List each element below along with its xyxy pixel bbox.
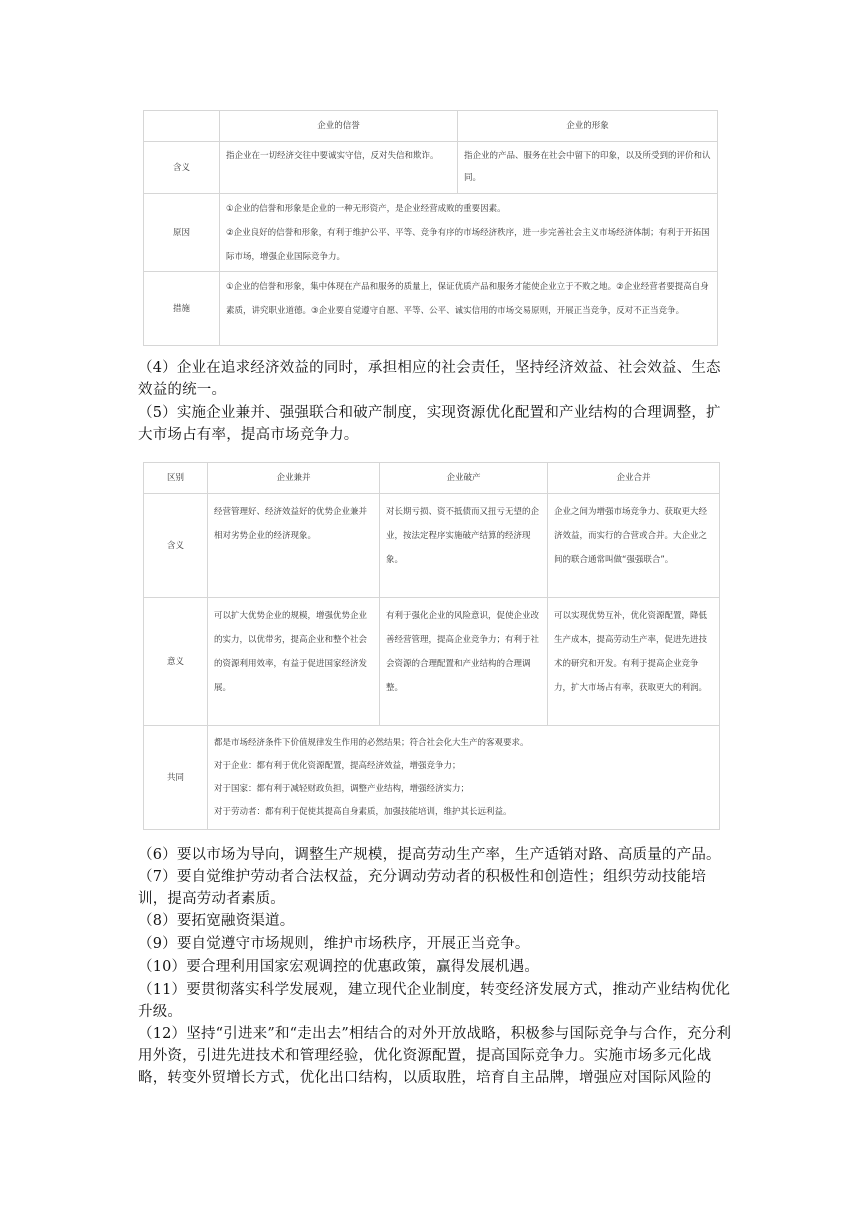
table-row xyxy=(144,494,720,598)
cell-line: 对于劳动者：都有利于促使其提高自身素质，加强技能培训，维护其长远利益。 xyxy=(214,807,512,817)
header-cell: 企业破产 xyxy=(380,463,548,494)
header-cell xyxy=(144,111,220,142)
table-cell: 对长期亏损、资不抵债而又扭亏无望的企业，按法定程序实施破产结算的经济现象。 xyxy=(380,494,548,598)
table-cell: 经营管理好、经济效益好的优势企业兼并相对劣势企业的经济现象。 xyxy=(208,494,380,598)
cell-line: ②企业良好的信誉和形象，有利于维护公平、平等、竞争有序的市场经济秩序，进一步完善社会主义市场经济体制；有利于开拓国际市场，增强企业国际竞争力。 xyxy=(226,228,710,262)
paragraph: （9）要自觉遵守市场规则，维护市场秩序，开展正当竞争。 xyxy=(138,936,530,952)
table-row xyxy=(144,726,720,830)
table-cell: 可以实现优势互补，优化资源配置，降低生产成本，提高劳动生产率，促进先进技术的研究和开发。有利于提高企业竞争力，扩大市场占有率，获取更大的利润。 xyxy=(548,598,720,726)
table-cell: 可以扩大优势企业的规模，增强优势企业的实力，以优带劣，提高企业和整个社会的资源利用效率，有益于促进国家经济发展。 xyxy=(208,598,380,726)
table-row xyxy=(144,272,718,346)
table-cell: 有利于强化企业的风险意识，促使企业改善经营管理，提高企业竞争力；有利于社会资源的合理配置和产业结构的合理调整。 xyxy=(380,598,548,726)
paragraph: （7）要自觉维护劳动者合法权益，充分调动劳动者的积极性和创造性；组织劳动技能培训，提高劳动者素质。 xyxy=(138,869,707,907)
table-cell xyxy=(220,194,718,272)
table-header-row xyxy=(144,463,720,494)
cell-line: 对于国家：都有利于减轻财政负担，调整产业结构，增强经济实力； xyxy=(214,784,470,794)
paragraph: （4）企业在追求经济效益的同时，承担相应的社会责任，坚持经济效益、社会效益、生态效益的统一。 xyxy=(138,360,721,398)
table-header-row xyxy=(144,111,718,142)
credit-image-table xyxy=(143,110,718,346)
table-cell xyxy=(208,726,720,830)
merger-bankruptcy-table xyxy=(143,462,720,830)
paragraph: （8）要拓宽融资渠道。 xyxy=(138,913,295,929)
row-label: 含义 xyxy=(144,494,208,598)
table-cell: 指企业在一切经济交往中要诚实守信，反对失信和欺诈。 xyxy=(220,142,458,194)
header-cell: 企业的信誉 xyxy=(220,111,458,142)
paragraph: （12）坚持“引进来”和“走出去”相结合的对外开放战略，积极参与国际竞争与合作，充分利用外资，引进先进技术和管理经验，优化资源配置，提高国际竞争力。实施市场多元化战略，转变外贸增长方式，优化出口结构，以质取胜，培育自主品牌，增强应对国际风险的 xyxy=(138,1026,732,1086)
table-row xyxy=(144,598,720,726)
header-cell: 区别 xyxy=(144,463,208,494)
paragraph: （6）要以市场为导向，调整生产规模，提高劳动生产率，生产适销对路、高质量的产品。 xyxy=(138,847,721,863)
header-cell: 企业兼并 xyxy=(208,463,380,494)
paragraph: （11）要贯彻落实科学发展观，建立现代企业制度，转变经济发展方式，推动产业结构优化升级。 xyxy=(138,982,731,1020)
row-label: 意义 xyxy=(144,598,208,726)
cell-line: ①企业的信誉和形象是企业的一种无形资产，是企业经营成败的重要因素。 xyxy=(226,204,506,214)
row-label: 共同 xyxy=(144,726,208,830)
table-row xyxy=(144,142,718,194)
table-cell xyxy=(220,272,718,346)
paragraph: （10）要合理利用国家宏观调控的优惠政策，赢得发展机遇。 xyxy=(138,959,540,975)
cell-line: 都是市场经济条件下价值规律发生作用的必然结果；符合社会化大生产的客观要求。 xyxy=(214,738,529,748)
table-cell: 指企业的产品、服务在社会中留下的印象，以及所受到的评价和认同。 xyxy=(458,142,718,194)
cell-line: 对于企业：都有利于优化资源配置，提高经济效益，增强竞争力； xyxy=(214,761,461,771)
cell-text: ①企业的信誉和形象，集中体现在产品和服务的质量上，保证优质产品和服务才能使企业立于不败之地。②企业经营者要提高自身素质，讲究职业道德。③企业要自觉遵守自愿、平等、公平、诚实信用的市场交易原则，开展正当竞争，反对不正当竞争。 xyxy=(226,282,709,316)
table-cell: 企业之间为增强市场竞争力、获取更大经济效益，而实行的合营或合并。大企业之间的联合通常叫做“强强联合”。 xyxy=(548,494,720,598)
header-cell: 企业合并 xyxy=(548,463,720,494)
row-label: 措施 xyxy=(144,272,220,346)
row-label: 含义 xyxy=(144,142,220,194)
header-cell: 企业的形象 xyxy=(458,111,718,142)
table-row xyxy=(144,194,718,272)
row-label: 原因 xyxy=(144,194,220,272)
paragraph: （5）实施企业兼并、强强联合和破产制度，实现资源优化配置和产业结构的合理调整，扩大市场占有率，提高市场竞争力。 xyxy=(138,405,721,443)
